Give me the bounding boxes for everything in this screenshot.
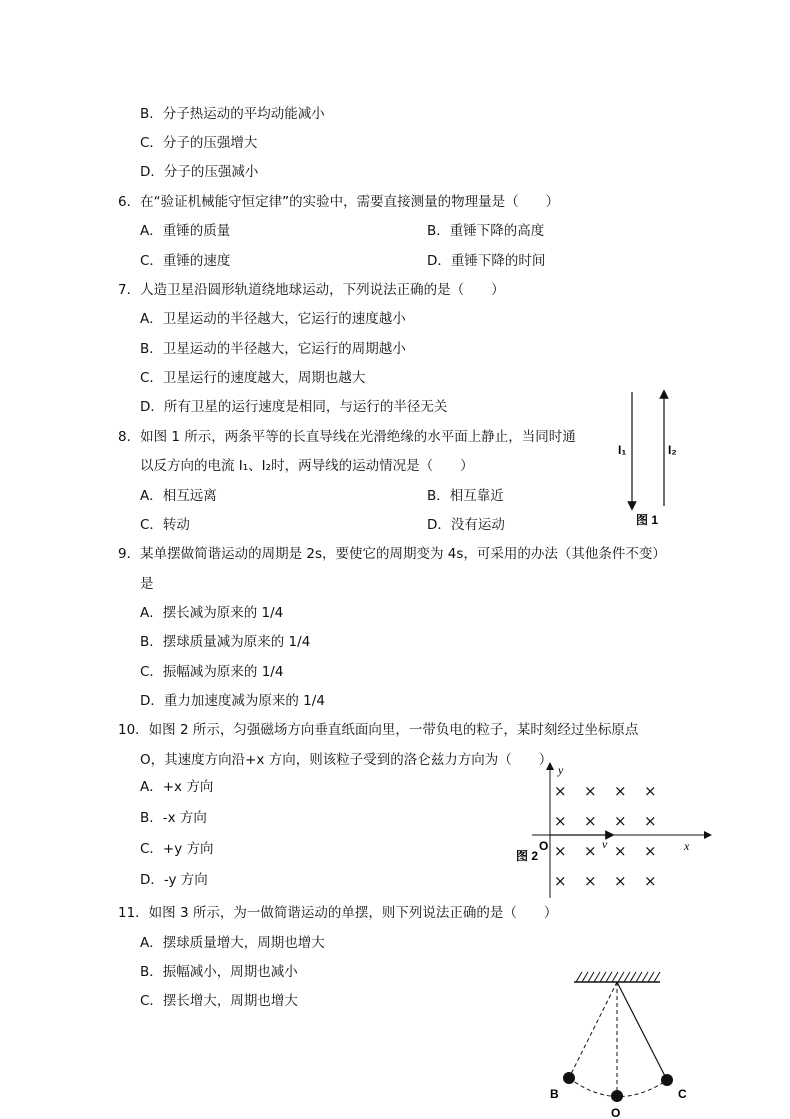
question-6: 6．在“验证机械能守恒定律”的实验中，需要直接测量的物理量是（ ） bbox=[118, 194, 560, 210]
q5-option-b: B．分子热运动的平均动能减小 bbox=[140, 106, 325, 122]
x-axis-label: x bbox=[684, 839, 690, 853]
q8-option-c: C．转动 bbox=[140, 517, 190, 533]
q7-option-a: A．卫星运动的半径越大，它运行的速度越小 bbox=[140, 311, 406, 327]
velocity-label: v bbox=[602, 837, 608, 851]
q5-option-c: C．分子的压强增大 bbox=[140, 135, 258, 151]
field-cross: × bbox=[554, 872, 567, 890]
y-axis-label: y bbox=[558, 763, 564, 777]
q5-option-d: D．分子的压强减小 bbox=[140, 164, 259, 180]
ceiling-hatching bbox=[576, 972, 660, 982]
q10-option-c: C．+y 方向 bbox=[140, 841, 214, 857]
field-cross: × bbox=[644, 842, 657, 860]
q10-option-a: A．+x 方向 bbox=[140, 779, 214, 795]
q9-option-c: C．振幅减为原来的 1/4 bbox=[140, 664, 284, 680]
field-cross: × bbox=[644, 782, 657, 800]
q7-option-b: B．卫星运动的半径越大，它运行的周期越小 bbox=[140, 341, 406, 357]
field-cross: × bbox=[614, 782, 627, 800]
field-cross: × bbox=[614, 842, 627, 860]
field-cross: × bbox=[644, 812, 657, 830]
string-to-b bbox=[569, 982, 617, 1078]
field-cross: × bbox=[614, 872, 627, 890]
question-9: 9．某单摆做简谐运动的周期是 2s，要使它的周期变为 4s，可采用的办法（其他条件不变） bbox=[118, 546, 666, 562]
q11-option-a: A．摆球质量增大，周期也增大 bbox=[140, 935, 325, 951]
string-to-c bbox=[617, 982, 667, 1080]
figure-1-caption: 图 1 bbox=[636, 513, 659, 527]
field-cross: × bbox=[614, 812, 627, 830]
field-cross: × bbox=[584, 782, 597, 800]
question-8: 8．如图 1 所示，两条平等的长直导线在光滑绝缘的水平面上静止，当同时通 bbox=[118, 429, 576, 445]
label-i1: I₁ bbox=[618, 443, 627, 457]
q8-option-b: B．相互靠近 bbox=[427, 488, 504, 504]
figure-2-caption: 图 2 bbox=[516, 849, 539, 863]
figure-3-pendulum bbox=[540, 966, 700, 1119]
q7-option-c: C．卫星运行的速度越大，周期也越大 bbox=[140, 370, 366, 386]
q6-option-c: C．重锤的速度 bbox=[140, 253, 231, 269]
figure-2-magnetic-field bbox=[512, 760, 712, 900]
label-i2: I₂ bbox=[668, 443, 677, 457]
field-cross: × bbox=[644, 872, 657, 890]
origin-label: O bbox=[539, 839, 549, 853]
q8-option-d: D．没有运动 bbox=[427, 517, 505, 533]
field-cross: × bbox=[584, 842, 597, 860]
question-10-continued: O，其速度方向沿+x 方向，则该粒子受到的洛仑兹力方向为（ ） bbox=[140, 752, 553, 768]
q6-option-d: D．重锤下降的时间 bbox=[427, 253, 546, 269]
q7-option-d: D．所有卫星的运行速度是相同，与运行的半径无关 bbox=[140, 399, 448, 415]
q9-option-a: A．摆长减为原来的 1/4 bbox=[140, 605, 284, 621]
question-10: 10．如图 2 所示，匀强磁场方向垂直纸面向里，一带负电的粒子，某时刻经过坐标原点 bbox=[118, 722, 639, 738]
q8-option-a: A．相互远离 bbox=[140, 488, 217, 504]
field-cross: × bbox=[584, 872, 597, 890]
q10-option-b: B．-x 方向 bbox=[140, 810, 207, 826]
q10-option-d: D．-y 方向 bbox=[140, 872, 208, 888]
q11-option-c: C．摆长增大，周期也增大 bbox=[140, 993, 298, 1009]
question-8-continued: 以反方向的电流 I₁、I₂时，两导线的运动情况是（ ） bbox=[140, 458, 474, 474]
bob-c bbox=[661, 1074, 673, 1086]
bob-b bbox=[563, 1072, 575, 1084]
q6-option-b: B．重锤下降的高度 bbox=[427, 223, 545, 239]
field-cross: × bbox=[554, 782, 567, 800]
field-cross: × bbox=[554, 812, 567, 830]
q11-option-b: B．振幅减小，周期也减小 bbox=[140, 964, 298, 980]
question-11: 11．如图 3 所示，为一做简谐运动的单摆，则下列说法正确的是（ ） bbox=[118, 905, 558, 921]
question-9-continued: 是 bbox=[140, 576, 154, 592]
q9-option-b: B．摆球质量减为原来的 1/4 bbox=[140, 634, 311, 650]
question-7: 7．人造卫星沿圆形轨道绕地球运动，下列说法正确的是（ ） bbox=[118, 282, 505, 298]
field-crosses bbox=[554, 782, 657, 890]
bob-o bbox=[611, 1090, 623, 1102]
figure-1-parallel-wires bbox=[606, 386, 686, 532]
field-cross: × bbox=[584, 812, 597, 830]
field-cross: × bbox=[554, 842, 567, 860]
label-o: O bbox=[611, 1106, 621, 1119]
q9-option-d: D．重力加速度减为原来的 1/4 bbox=[140, 693, 325, 709]
label-c: C bbox=[678, 1087, 687, 1101]
label-b: B bbox=[550, 1087, 559, 1101]
q6-option-a: A．重锤的质量 bbox=[140, 223, 231, 239]
